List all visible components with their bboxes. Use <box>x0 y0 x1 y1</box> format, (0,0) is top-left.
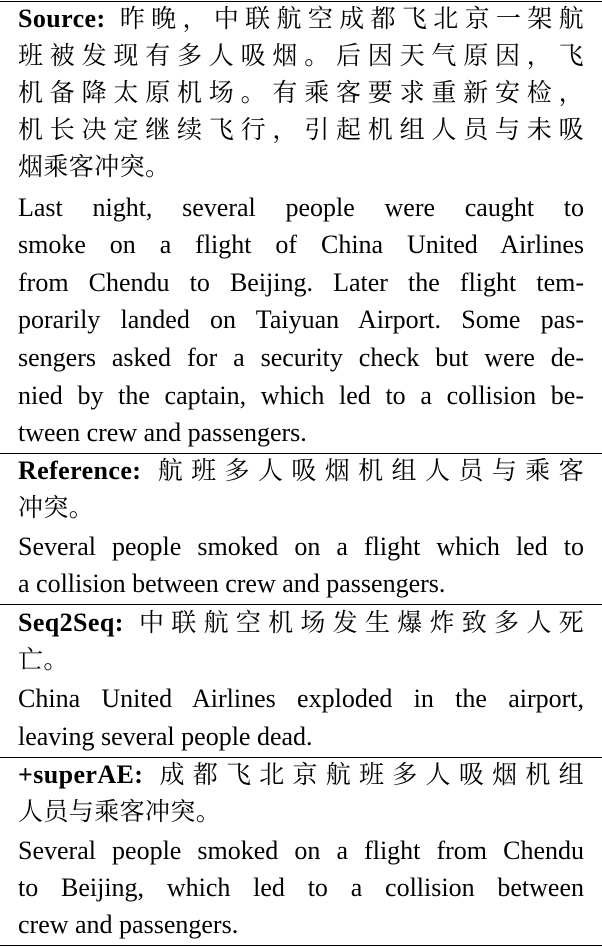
source-zh-text-1: 昨晚，中联航空成都飞北京一架航 <box>119 4 584 33</box>
bottom-rule <box>0 945 602 946</box>
source-zh-line-1 <box>18 0 584 38</box>
source-en-line-5: sengers asked for a security check but were de- <box>18 343 584 372</box>
superae-zh-line-2: 人员与乘客冲突。 <box>18 797 222 826</box>
source-en-line-3: from Chendu to Beijing. Later the flight tem- <box>18 268 584 297</box>
source-en-line-6: nied by the captain, which led to a collision be- <box>18 381 584 410</box>
reference-zh-line-2: 冲突。 <box>18 493 95 522</box>
superae-en-line-2: to Beijing, which led to a collision between <box>18 873 584 902</box>
source-zh-line-2: 班被发现有多人吸烟。后因天气原因，飞 <box>18 41 584 70</box>
source-zh-line-3: 机备降太原机场。有乘客要求重新安检， <box>18 78 584 107</box>
source-zh-line-4: 机长决定继续飞行，引起机组人员与未吸 <box>18 115 584 144</box>
source-label: Source: <box>18 4 106 33</box>
seq2seq-en-line-1: China United Airlines exploded in the airport, <box>18 684 584 713</box>
superae-zh-text-1: 成都飞北京航班多人吸烟机组 <box>159 760 584 789</box>
seq2seq-zh-line-2: 亡。 <box>18 645 69 674</box>
source-en-line-1: Last night, several people were caught to <box>18 193 584 222</box>
reference-en-line-1: Several people smoked on a flight which led to <box>18 532 584 561</box>
reference-zh-text-1: 航班多人吸烟机组人员与乘客 <box>157 456 584 485</box>
reference-en-line-2: a collision between crew and passengers. <box>18 569 446 598</box>
source-en-line-7: tween crew and passengers. <box>18 418 307 447</box>
superae-zh-line-1 <box>18 756 584 794</box>
seq2seq-zh-line-1 <box>18 604 584 642</box>
seq2seq-zh-text-1: 中联航空机场发生爆炸致多人死 <box>139 608 584 637</box>
seq2seq-label: Seq2Seq: <box>18 608 124 637</box>
reference-zh-line-1 <box>18 452 584 490</box>
superae-label: +superAE: <box>18 760 144 789</box>
seq2seq-en-line-2: leaving several people dead. <box>18 722 313 751</box>
source-zh-line-5: 烟乘客冲突。 <box>18 152 171 181</box>
source-en-line-4: porarily landed on Taiyuan Airport. Some pas- <box>18 305 584 334</box>
superae-en-line-3: crew and passengers. <box>18 910 239 939</box>
source-en-line-2: smoke on a flight of China United Airlines <box>18 230 584 259</box>
superae-en-line-1: Several people smoked on a flight from Chendu <box>18 836 584 865</box>
reference-label: Reference: <box>18 456 142 485</box>
